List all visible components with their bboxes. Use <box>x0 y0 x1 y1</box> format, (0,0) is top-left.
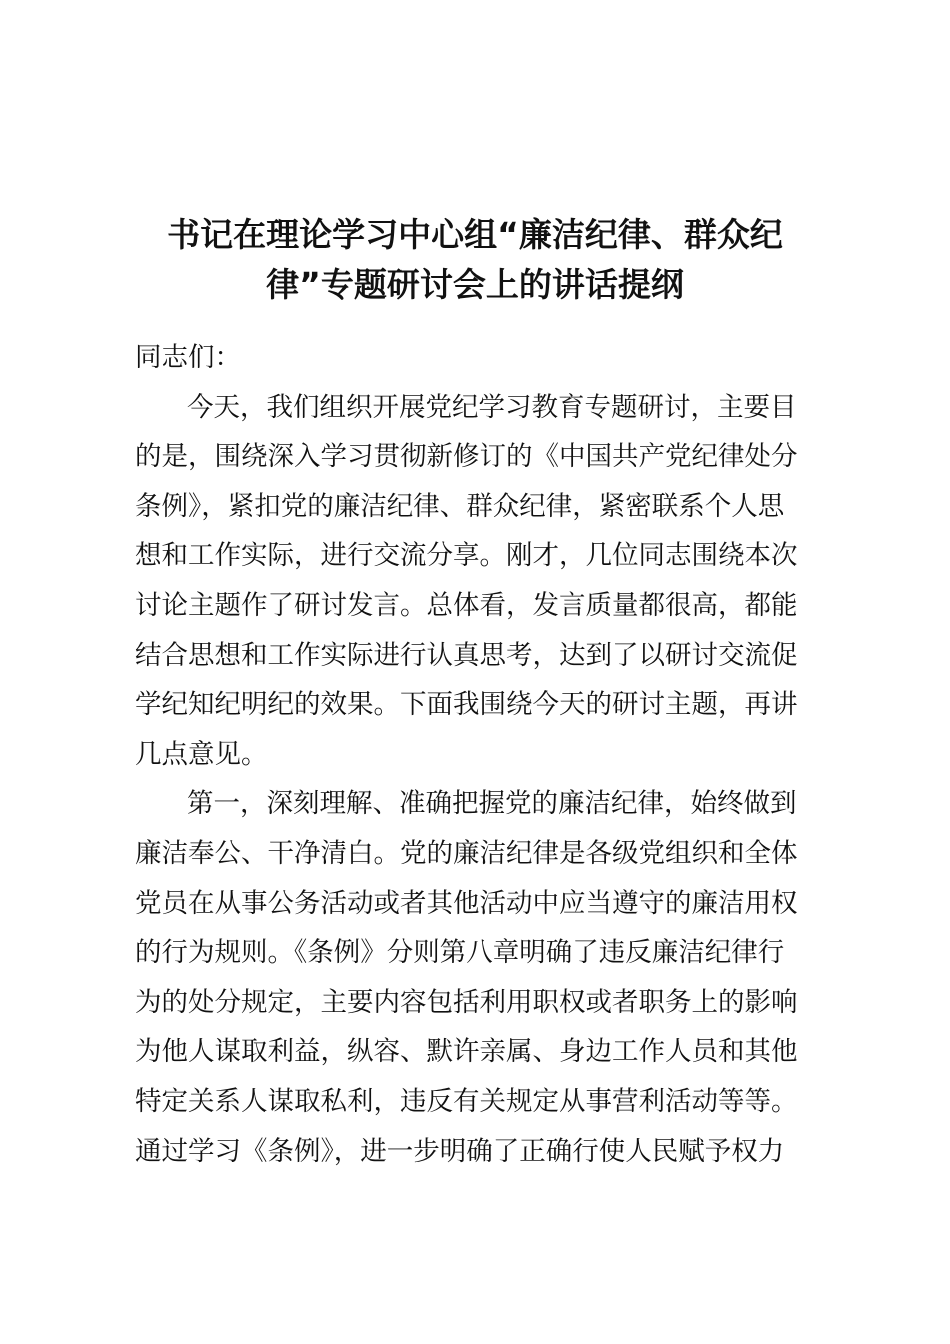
paragraph-line: 的是，围绕深入学习贯彻新修订的《中国共产党纪律处分 <box>135 441 798 473</box>
paragraph-line: 的行为规则。《条例》分则第八章明确了违反廉洁纪律行 <box>135 937 785 969</box>
title-line-1: 书记在理论学习中心组“廉洁纪律、群众纪 <box>167 215 783 254</box>
paragraph-line: 讨论主题作了研讨发言。总体看，发言质量都很高，都能 <box>135 589 798 621</box>
paragraph-line: 为的处分规定，主要内容包括利用职权或者职务上的影响 <box>135 986 798 1018</box>
paragraph-1 <box>135 383 835 780</box>
paragraph-line: 为他人谋取利益，纵容、默许亲属、身边工作人员和其他 <box>135 1036 798 1068</box>
document-body <box>135 333 835 1176</box>
paragraph-2 <box>135 779 835 1176</box>
paragraph-line: 特定关系人谋取私利，违反有关规定从事营利活动等等。 <box>135 1085 798 1117</box>
document-title <box>0 210 950 310</box>
paragraph-line: 今天，我们组织开展党纪学习教育专题研讨，主要目 <box>187 391 797 423</box>
paragraph-line: 结合思想和工作实际进行认真思考，达到了以研讨交流促 <box>135 639 798 671</box>
title-line-2: 律”专题研讨会上的讲话提纲 <box>266 265 684 304</box>
paragraph-line: 学纪知纪明纪的效果。下面我围绕今天的研讨主题，再讲 <box>135 689 798 721</box>
paragraph-line: 党员在从事公务活动或者其他活动中应当遵守的廉洁用权 <box>135 887 798 919</box>
paragraph-line: 条例》，紧扣党的廉洁纪律、群众纪律，紧密联系个人思 <box>135 490 785 522</box>
paragraph-line: 廉洁奉公、干净清白。党的廉洁纪律是各级党组织和全体 <box>135 837 798 869</box>
paragraph-line: 第一，深刻理解、准确把握党的廉洁纪律，始终做到 <box>187 788 797 820</box>
salutation: 同志们： <box>135 342 241 373</box>
paragraph-line: 几点意见。 <box>135 738 268 770</box>
paragraph-line: 想和工作实际，进行交流分享。刚才，几位同志围绕本次 <box>135 540 798 572</box>
paragraph-line: 通过学习《条例》，进一步明确了正确行使人民赋予权力 <box>135 1135 785 1167</box>
